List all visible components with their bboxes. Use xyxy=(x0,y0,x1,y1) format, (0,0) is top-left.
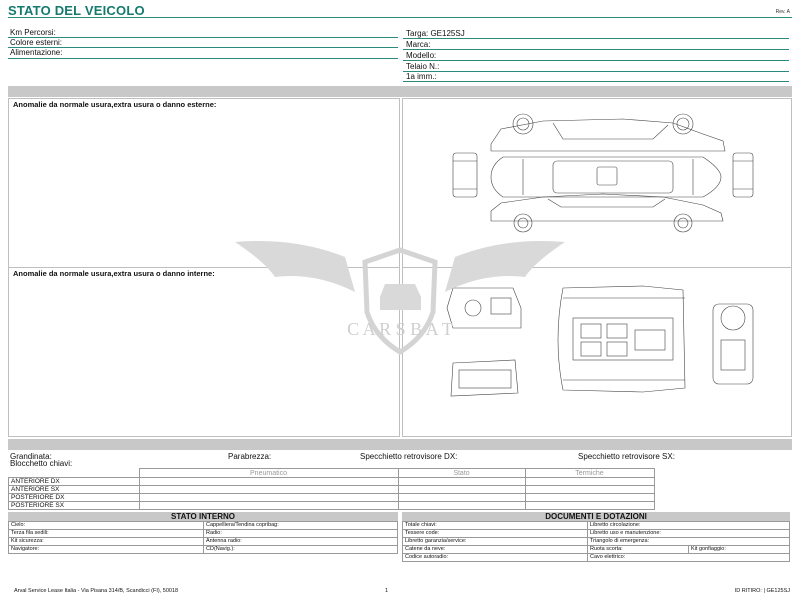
tyre-cell[interactable] xyxy=(398,502,525,510)
tyre-position: ANTERIORE SX xyxy=(9,486,140,494)
pneumatico-header: Pneumatico xyxy=(139,469,398,478)
field-rule xyxy=(403,49,789,50)
cielo-cell[interactable]: Cielo: xyxy=(9,522,204,530)
modello-label: Modello: xyxy=(406,51,437,60)
tyre-cell[interactable] xyxy=(525,494,654,502)
tyre-cell[interactable] xyxy=(398,486,525,494)
internal-damage-title: Anomalie da normale usura,extra usura o danno interne: xyxy=(13,269,215,278)
tyre-cell[interactable] xyxy=(139,494,398,502)
radio-cell[interactable]: Radio: xyxy=(204,530,398,538)
ruota-scorta-cell[interactable]: Ruota scorta: xyxy=(588,546,689,554)
tyre-cell[interactable] xyxy=(398,478,525,486)
interior-plan-view xyxy=(558,286,685,392)
tyre-cell[interactable] xyxy=(398,494,525,502)
tyre-cell[interactable] xyxy=(525,502,654,510)
marca-label: Marca: xyxy=(406,40,431,49)
tyre-row xyxy=(9,486,655,494)
kit-sicurezza-cell[interactable]: Kit sicurezza: xyxy=(9,538,204,546)
car-side-view-bottom xyxy=(491,194,723,232)
blocchetto-chiavi-label: Blocchetto chiavi: xyxy=(10,459,73,468)
telaio-label: Telaio N.: xyxy=(406,62,440,71)
catene-neve-cell[interactable]: Catene da neve: xyxy=(403,546,588,554)
car-plan-view xyxy=(491,157,721,197)
field-rule xyxy=(8,58,398,59)
revision-label: Rev. A xyxy=(775,9,790,15)
car-rear-view xyxy=(733,153,753,197)
specchietto-sx-label: Specchietto retrovisore SX: xyxy=(578,452,675,461)
prima-immatricolazione-label: 1a imm.: xyxy=(406,72,437,81)
table-row xyxy=(403,538,790,546)
documenti-table xyxy=(402,521,790,562)
field-rule xyxy=(403,71,789,72)
libretto-garanzia-cell[interactable]: Libretto garanzia/service: xyxy=(403,538,588,546)
field-rule xyxy=(403,81,789,82)
car-front-view xyxy=(453,153,477,197)
tyre-position: POSTERIORE SX xyxy=(9,502,140,510)
tyre-table xyxy=(8,468,655,510)
cd-navig-cell[interactable]: CD(Navig.): xyxy=(204,546,398,554)
section-separator xyxy=(8,86,792,97)
tyre-cell[interactable] xyxy=(139,478,398,486)
tyre-cell[interactable] xyxy=(525,486,654,494)
kit-gonfiaggio-cell[interactable]: Kit gonfiaggio: xyxy=(689,546,790,554)
car-side-view-top xyxy=(491,114,725,151)
navigatore-cell[interactable]: Navigatore: xyxy=(9,546,204,554)
table-row xyxy=(9,546,398,554)
stato-interno-title: STATO INTERNO xyxy=(8,512,398,521)
tyre-cell[interactable] xyxy=(525,478,654,486)
tyre-position: ANTERIORE DX xyxy=(9,478,140,486)
footer-page-number: 1 xyxy=(385,588,389,594)
table-row xyxy=(9,522,398,530)
triangolo-cell[interactable]: Triangolo di emergenza: xyxy=(588,538,790,546)
field-rule xyxy=(403,38,789,39)
external-damage-title: Anomalie da normale usura,extra usura o danno esterne: xyxy=(13,100,217,109)
tyre-cell[interactable] xyxy=(139,486,398,494)
steering-view xyxy=(713,304,753,384)
footer-id-ritiro: ID RITIRO: | GE125SJ xyxy=(734,588,790,594)
grandinata-label: Grandinata: xyxy=(10,452,52,461)
field-rule xyxy=(403,60,789,61)
page-title: STATO DEL VEICOLO xyxy=(8,3,145,18)
codice-autoradio-cell[interactable]: Codice autoradio: xyxy=(403,554,588,562)
cappelliera-cell[interactable]: Cappelliera/Tendina copribag: xyxy=(204,522,398,530)
tessere-code-cell[interactable]: Tessere code: xyxy=(403,530,588,538)
footer-address: Arval Service Lease Italia - Via Pisana 314/B, Scandicci (FI), 50018 xyxy=(14,588,179,594)
carsbat-watermark-logo xyxy=(235,232,565,362)
targa-label: Targa: GE125SJ xyxy=(406,29,465,38)
tyre-row xyxy=(9,502,655,510)
km-percorsi-label: Km Percorsi: xyxy=(10,28,56,37)
stato-header: Stato xyxy=(398,469,525,478)
libretto-uso-cell[interactable]: Libretto uso e manutenzione: xyxy=(588,530,790,538)
totale-chiavi-cell[interactable]: Totale chiavi: xyxy=(403,522,588,530)
tyre-cell[interactable] xyxy=(139,502,398,510)
table-row xyxy=(9,530,398,538)
parabrezza-label: Parabrezza: xyxy=(228,452,272,461)
terza-fila-cell[interactable]: Terza fila sedili: xyxy=(9,530,204,538)
antenna-radio-cell[interactable]: Antenna radio: xyxy=(204,538,398,546)
table-row xyxy=(403,554,790,562)
watermark-text: C A R S B A T xyxy=(347,319,453,339)
title-rule xyxy=(8,17,792,18)
stato-interno-table xyxy=(8,521,398,554)
table-row xyxy=(403,530,790,538)
table-row xyxy=(9,538,398,546)
tyre-table-header xyxy=(9,469,655,478)
colore-esterni-label: Colore esterni: xyxy=(10,38,63,47)
specchietto-dx-label: Specchietto retrovisore DX: xyxy=(360,452,458,461)
table-row xyxy=(403,522,790,530)
table-row xyxy=(403,546,790,554)
field-rule xyxy=(8,37,398,38)
termiche-header: Termiche xyxy=(525,469,654,478)
cavo-elettrico-cell[interactable]: Cavo elettrico: xyxy=(588,554,790,562)
tyre-position: POSTERIORE DX xyxy=(9,494,140,502)
documenti-title: DOCUMENTI E DOTAZIONI xyxy=(402,512,790,521)
tyre-row xyxy=(9,494,655,502)
section-separator xyxy=(8,439,792,450)
alimentazione-label: Alimentazione: xyxy=(10,48,63,57)
field-rule xyxy=(8,47,398,48)
libretto-circolazione-cell[interactable]: Libretto circolazione: xyxy=(588,522,790,530)
tyre-row xyxy=(9,478,655,486)
trunk-view xyxy=(451,360,518,396)
